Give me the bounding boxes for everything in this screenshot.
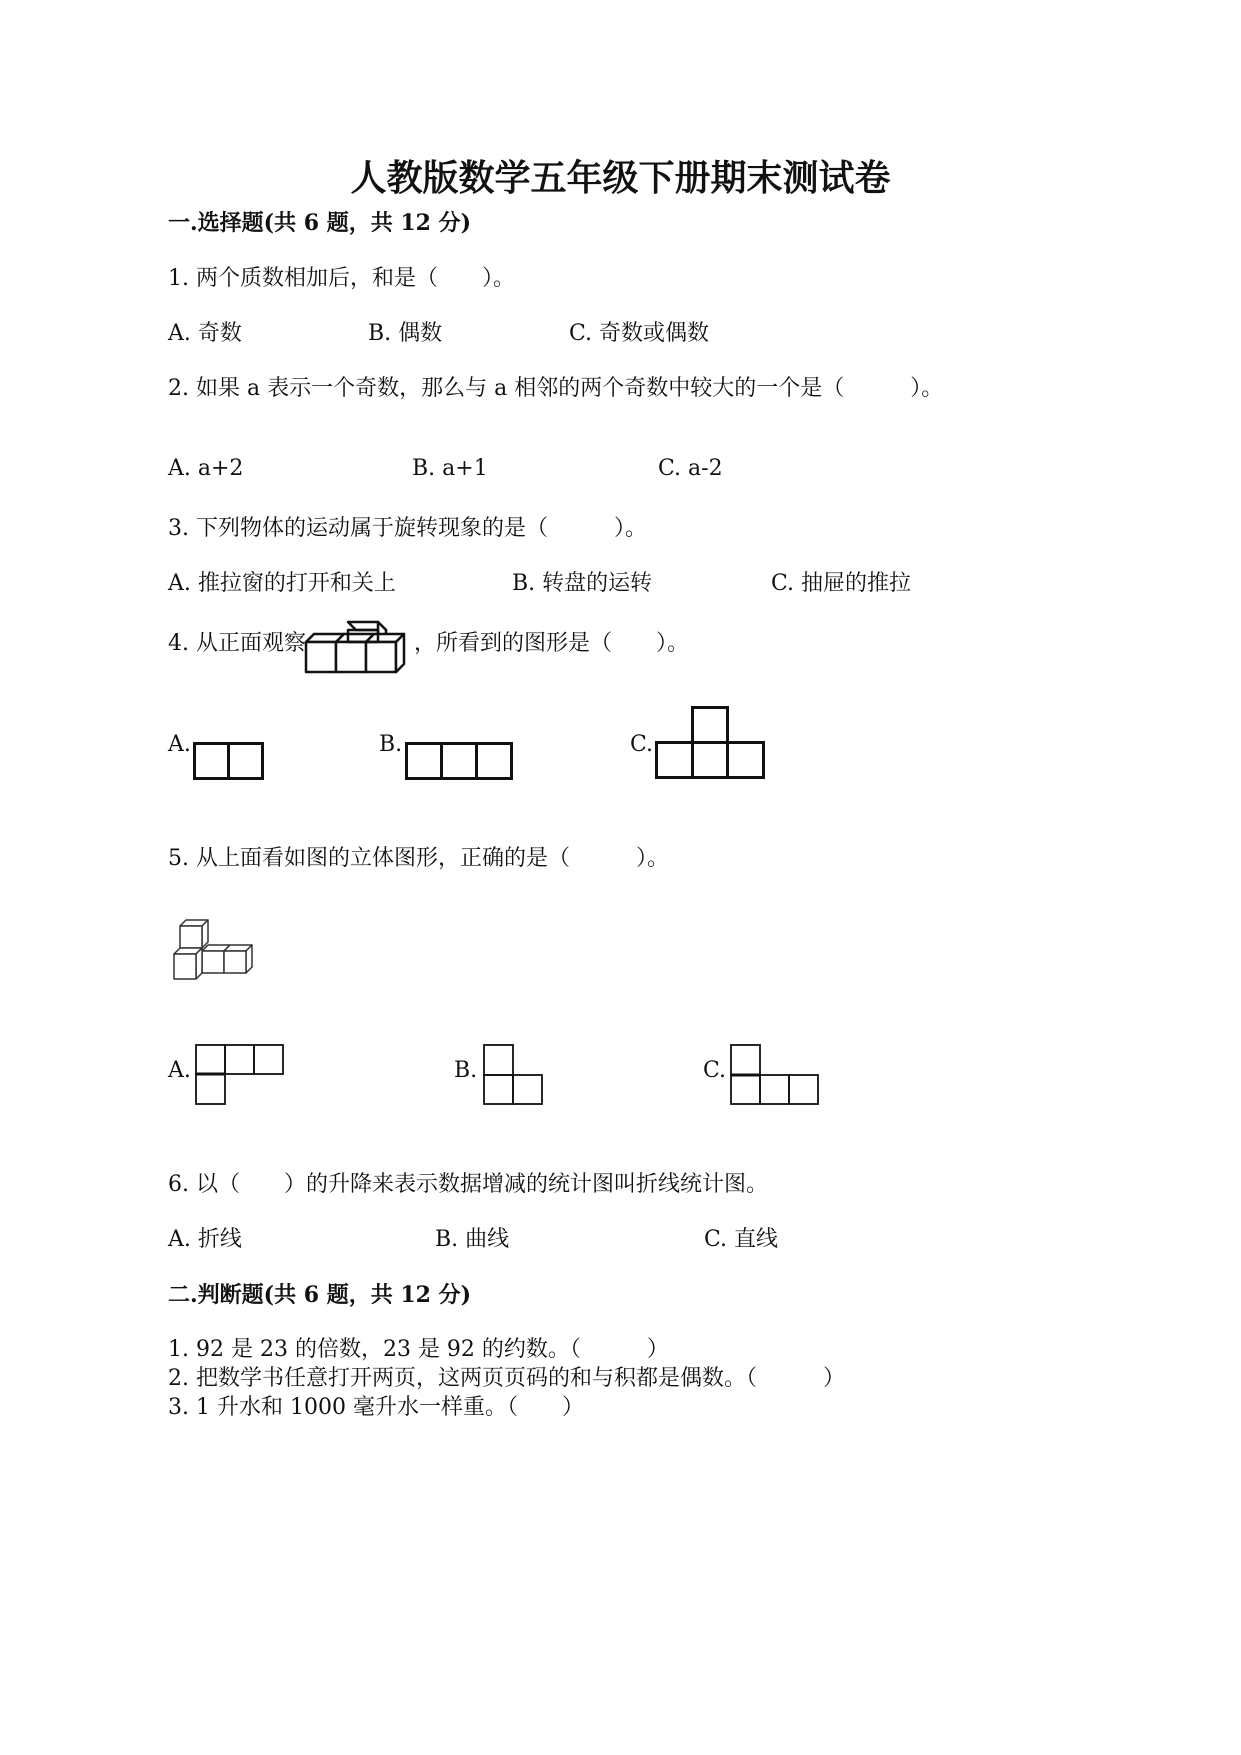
question-4-option-a-figure [193, 742, 265, 780]
judge-item-3: 3. 1 升水和 1000 毫升水一样重。（ ） [168, 1395, 584, 1420]
question-6-option-c: C. 直线 [704, 1227, 779, 1252]
question-2-stem: 2. 如果 a 表示一个奇数，那么与 a 相邻的两个奇数中较大的一个是（ ）。 [168, 376, 944, 401]
question-1-stem: 1. 两个质数相加后，和是（ ）。 [168, 266, 515, 291]
question-5-option-b: B. [454, 1058, 478, 1083]
question-2-option-a: A. a+2 [168, 456, 244, 481]
section-heading-judge: 二.判断题(共 6 题，共 12 分) [168, 1282, 472, 1308]
question-6-option-a: A. 折线 [168, 1227, 242, 1252]
question-2-option-b: B. a+1 [412, 456, 488, 481]
question-4-option-b-figure [405, 742, 515, 780]
question-5-cubes-figure [172, 920, 258, 982]
question-4-option-b: B. [379, 732, 403, 757]
question-4-cubes-figure [302, 620, 408, 676]
question-4-stem-after: ，所看到的图形是（ ）。 [414, 631, 690, 656]
question-5-option-b-figure [483, 1044, 545, 1106]
question-4-option-c: C. [630, 732, 654, 757]
question-1-option-b: B. 偶数 [368, 321, 443, 346]
question-2-option-c: C. a-2 [658, 456, 723, 481]
page-title: 人教版数学五年级下册期末测试卷 [350, 157, 891, 199]
question-4-option-a: A. [168, 732, 191, 757]
question-3-option-a: A. 推拉窗的打开和关上 [168, 571, 396, 596]
question-3-option-b: B. 转盘的运转 [512, 571, 653, 596]
question-5-option-a: A. [168, 1058, 191, 1083]
question-1-option-a: A. 奇数 [168, 321, 242, 346]
question-5-option-a-figure [195, 1044, 287, 1106]
judge-item-1: 1. 92 是 23 的倍数，23 是 92 的约数。（ ） [168, 1337, 669, 1362]
judge-item-2: 2. 把数学书任意打开两页，这两页页码的和与积都是偶数。（ ） [168, 1366, 845, 1391]
question-5-stem: 5. 从上面看如图的立体图形，正确的是（ ）。 [168, 846, 669, 871]
question-5-option-c: C. [703, 1058, 727, 1083]
question-4-option-c-figure [655, 706, 767, 780]
question-6-option-b: B. 曲线 [435, 1227, 510, 1252]
question-3-option-c: C. 抽屉的推拉 [771, 571, 912, 596]
question-1-option-c: C. 奇数或偶数 [569, 321, 710, 346]
question-6-stem: 6. 以（ ）的升降来表示数据增减的统计图叫折线统计图。 [168, 1172, 768, 1197]
section-heading-choice: 一.选择题(共 6 题，共 12 分) [168, 210, 472, 236]
question-3-stem: 3. 下列物体的运动属于旋转现象的是（ ）。 [168, 516, 647, 541]
question-4-stem-before: 4. 从正面观察 [168, 631, 306, 656]
question-5-option-c-figure [730, 1044, 822, 1106]
